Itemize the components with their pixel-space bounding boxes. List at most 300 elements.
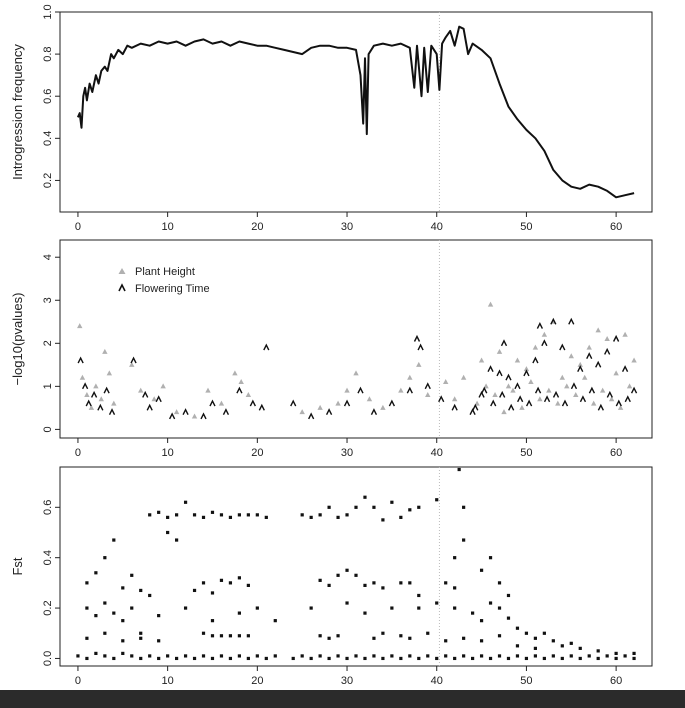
data-point <box>166 654 169 657</box>
data-point <box>202 581 205 584</box>
data-point <box>500 392 505 397</box>
data-point <box>569 319 574 324</box>
data-point <box>238 513 241 516</box>
data-point <box>498 654 501 657</box>
data-point <box>525 632 528 635</box>
data-point <box>238 379 243 384</box>
data-point <box>615 652 618 655</box>
data-point <box>174 409 179 414</box>
data-point <box>569 353 574 358</box>
data-point <box>202 632 205 635</box>
data-point <box>148 513 151 516</box>
data-point <box>595 327 600 332</box>
data-point <box>561 644 564 647</box>
data-point <box>372 581 375 584</box>
data-point <box>211 619 214 622</box>
x-tick-label: 30 <box>340 447 354 459</box>
data-point <box>555 401 560 406</box>
data-point <box>462 654 465 657</box>
data-point <box>408 654 411 657</box>
data-point <box>193 657 196 660</box>
data-point <box>201 414 206 419</box>
data-point <box>519 405 524 410</box>
data-point <box>552 639 555 642</box>
data-point <box>112 657 115 660</box>
data-point <box>480 639 483 642</box>
data-point <box>310 606 313 609</box>
data-point <box>211 657 214 660</box>
data-point <box>247 513 250 516</box>
data-point <box>578 367 583 372</box>
data-point <box>390 654 393 657</box>
data-point <box>98 405 103 410</box>
data-point <box>345 569 348 572</box>
legend-label: Plant Height <box>135 266 195 278</box>
data-point <box>93 383 98 388</box>
data-point <box>399 657 402 660</box>
data-point <box>515 358 520 363</box>
x-tick-label: 0 <box>74 221 82 233</box>
data-point <box>121 652 124 655</box>
data-point <box>462 637 465 640</box>
x-tick-label: 30 <box>340 221 354 233</box>
data-point <box>605 349 610 354</box>
data-point <box>363 584 366 587</box>
data-point <box>220 654 223 657</box>
data-point <box>417 606 420 609</box>
data-point <box>193 589 196 592</box>
data-point <box>229 581 232 584</box>
data-point <box>327 506 330 509</box>
data-point <box>470 410 475 415</box>
data-point <box>335 401 340 406</box>
data-point <box>183 410 188 415</box>
data-point <box>579 647 582 650</box>
data-point <box>492 392 497 397</box>
data-point <box>256 606 259 609</box>
data-point <box>399 516 402 519</box>
data-point <box>299 409 304 414</box>
data-point <box>319 634 322 637</box>
data-point <box>600 388 605 393</box>
data-point <box>607 392 612 397</box>
data-point <box>527 401 532 406</box>
data-point <box>453 657 456 660</box>
panel-1 <box>10 4 652 233</box>
data-point <box>103 556 106 559</box>
data-point <box>301 513 304 516</box>
data-point <box>587 345 592 350</box>
data-point <box>453 606 456 609</box>
data-point <box>528 379 533 384</box>
data-point <box>443 379 448 384</box>
x-tick-label: 40 <box>430 447 443 459</box>
y-tick-label: 1 <box>42 383 54 390</box>
data-point <box>498 581 501 584</box>
data-point <box>439 397 444 402</box>
data-point <box>367 396 372 401</box>
data-point <box>103 601 106 604</box>
x-tick-label: 60 <box>609 447 623 459</box>
data-point <box>444 639 447 642</box>
data-point <box>229 657 232 660</box>
data-point <box>543 657 546 660</box>
data-point <box>488 367 493 372</box>
data-point <box>327 584 330 587</box>
y-tick-label: 0.4 <box>42 550 54 566</box>
data-point <box>139 589 142 592</box>
data-point <box>390 606 393 609</box>
y-tick-label: 2 <box>42 340 54 347</box>
data-point <box>147 405 152 410</box>
y-tick-label: 0.6 <box>42 88 54 104</box>
data-point <box>381 657 384 660</box>
data-point <box>546 388 551 393</box>
data-point <box>479 392 484 397</box>
y-tick-label: 0.2 <box>42 600 54 616</box>
y-tick-label: 0.6 <box>42 499 54 515</box>
data-point <box>259 405 264 410</box>
data-point <box>130 606 133 609</box>
y-axis-label: Fst <box>10 557 25 576</box>
data-point <box>166 531 169 534</box>
data-point <box>417 594 420 597</box>
data-point <box>211 591 214 594</box>
data-point <box>589 388 594 393</box>
data-point <box>426 654 429 657</box>
data-point <box>625 397 630 402</box>
data-point <box>309 414 314 419</box>
data-point <box>211 634 214 637</box>
data-point <box>202 654 205 657</box>
data-point <box>614 337 619 342</box>
y-tick-label: 0.4 <box>42 130 54 146</box>
data-point <box>498 606 501 609</box>
data-point <box>336 574 339 577</box>
data-point <box>250 401 255 406</box>
data-point <box>175 657 178 660</box>
data-point <box>596 362 601 367</box>
data-point <box>506 375 511 380</box>
data-point <box>103 632 106 635</box>
data-point <box>192 413 197 418</box>
data-point <box>247 657 250 660</box>
data-point <box>111 401 116 406</box>
data-point <box>94 614 97 617</box>
data-point <box>444 654 447 657</box>
y-tick-label: 0 <box>42 426 54 433</box>
data-point <box>480 654 483 657</box>
data-point <box>491 401 496 406</box>
data-point <box>418 345 423 350</box>
data-point <box>336 516 339 519</box>
data-point <box>220 579 223 582</box>
data-point <box>407 388 412 393</box>
data-point <box>498 634 501 637</box>
data-point <box>223 410 228 415</box>
data-point <box>238 612 241 615</box>
data-point <box>202 516 205 519</box>
data-point <box>562 401 567 406</box>
data-point <box>354 654 357 657</box>
y-tick-label: 0.2 <box>42 172 54 189</box>
data-point <box>461 375 466 380</box>
data-point <box>327 657 330 660</box>
y-tick-label: 1.0 <box>42 4 54 20</box>
data-point <box>482 388 487 393</box>
data-point <box>417 506 420 509</box>
data-point <box>157 614 160 617</box>
data-point <box>184 654 187 657</box>
data-point <box>139 632 142 635</box>
data-point <box>632 652 635 655</box>
data-point <box>416 362 421 367</box>
data-point <box>518 397 523 402</box>
data-point <box>488 302 493 307</box>
data-point <box>425 384 430 389</box>
data-point <box>358 388 363 393</box>
data-point <box>509 405 514 410</box>
data-point <box>121 586 124 589</box>
data-point <box>345 601 348 604</box>
data-point <box>237 388 242 393</box>
data-point <box>372 637 375 640</box>
data-point <box>160 383 165 388</box>
data-point <box>398 388 403 393</box>
data-point <box>579 657 582 660</box>
data-point <box>229 634 232 637</box>
data-point <box>381 632 384 635</box>
data-point <box>543 632 546 635</box>
data-point <box>94 571 97 574</box>
data-point <box>102 349 107 354</box>
data-point <box>414 337 419 342</box>
data-point <box>458 468 461 471</box>
data-point <box>310 516 313 519</box>
data-point <box>570 642 573 645</box>
x-tick-label: 40 <box>430 221 443 233</box>
data-point <box>507 657 510 660</box>
data-point <box>157 657 160 660</box>
data-point <box>435 657 438 660</box>
x-tick-label: 0 <box>74 447 82 459</box>
data-point <box>238 654 241 657</box>
data-point <box>524 371 529 376</box>
data-point <box>371 410 376 415</box>
data-point <box>193 513 196 516</box>
data-point <box>138 388 143 393</box>
data-point <box>327 637 330 640</box>
data-point <box>110 410 115 415</box>
data-point <box>148 594 151 597</box>
data-point <box>471 612 474 615</box>
data-point <box>170 414 175 419</box>
data-point <box>570 654 573 657</box>
data-point <box>103 654 106 657</box>
data-point <box>582 375 587 380</box>
data-point <box>345 513 348 516</box>
data-point <box>85 637 88 640</box>
data-point <box>534 654 537 657</box>
data-point <box>264 345 269 350</box>
data-point <box>453 586 456 589</box>
data-point <box>613 370 618 375</box>
data-point <box>631 358 636 363</box>
data-point <box>452 396 457 401</box>
data-point <box>76 654 79 657</box>
data-point <box>515 384 520 389</box>
data-point <box>507 617 510 620</box>
y-tick-label: 0.0 <box>42 650 54 667</box>
data-point <box>506 383 511 388</box>
data-point <box>452 405 457 410</box>
data-point <box>426 632 429 635</box>
data-point <box>381 586 384 589</box>
plot-frame <box>60 467 652 666</box>
data-point <box>597 657 600 660</box>
data-point <box>274 654 277 657</box>
data-point <box>246 392 251 397</box>
x-tick-label: 30 <box>340 675 354 687</box>
data-point <box>211 511 214 514</box>
x-tick-label: 10 <box>161 675 174 687</box>
data-point <box>274 619 277 622</box>
data-point <box>632 657 635 660</box>
data-point <box>516 627 519 630</box>
data-point <box>564 383 569 388</box>
series-line <box>78 27 634 198</box>
legend-marker <box>119 268 126 274</box>
data-point <box>408 581 411 584</box>
data-point <box>480 619 483 622</box>
y-axis-label: Introgression frequency <box>10 44 25 180</box>
data-point <box>435 601 438 604</box>
data-point <box>552 654 555 657</box>
data-point <box>554 392 559 397</box>
data-point <box>139 657 142 660</box>
data-point <box>516 644 519 647</box>
data-point <box>112 538 115 541</box>
data-point <box>408 637 411 640</box>
data-point <box>354 506 357 509</box>
data-point <box>310 657 313 660</box>
data-point <box>561 657 564 660</box>
data-point <box>489 657 492 660</box>
data-point <box>327 410 332 415</box>
data-point <box>265 516 268 519</box>
x-tick-label: 20 <box>251 675 264 687</box>
data-point <box>247 584 250 587</box>
data-point <box>121 619 124 622</box>
data-point <box>542 332 547 337</box>
data-point <box>545 397 550 402</box>
data-point <box>354 574 357 577</box>
data-point <box>616 401 621 406</box>
data-point <box>175 538 178 541</box>
data-point <box>131 358 136 363</box>
data-point <box>462 538 465 541</box>
data-point <box>537 396 542 401</box>
data-point <box>157 639 160 642</box>
data-point <box>604 336 609 341</box>
data-point <box>597 649 600 652</box>
data-point <box>507 594 510 597</box>
x-tick-label: 50 <box>520 675 533 687</box>
data-point <box>372 654 375 657</box>
data-point <box>319 654 322 657</box>
data-point <box>256 513 259 516</box>
data-point <box>497 349 502 354</box>
x-tick-label: 20 <box>251 447 264 459</box>
data-point <box>78 358 83 363</box>
data-point <box>77 323 82 328</box>
data-point <box>157 511 160 514</box>
data-point <box>390 501 393 504</box>
data-point <box>107 370 112 375</box>
x-tick-label: 60 <box>609 221 623 233</box>
data-point <box>571 384 576 389</box>
data-point <box>256 654 259 657</box>
data-point <box>417 657 420 660</box>
data-point <box>560 375 565 380</box>
data-point <box>408 508 411 511</box>
data-point <box>92 392 97 397</box>
data-point <box>623 367 628 372</box>
data-point <box>184 606 187 609</box>
data-point <box>536 388 541 393</box>
data-point <box>501 409 506 414</box>
data-point <box>479 358 484 363</box>
data-point <box>534 637 537 640</box>
x-tick-label: 50 <box>520 221 533 233</box>
x-tick-label: 10 <box>161 447 174 459</box>
y-tick-label: 0.8 <box>42 46 54 62</box>
data-point <box>301 654 304 657</box>
data-point <box>489 601 492 604</box>
data-point <box>425 392 430 397</box>
data-point <box>219 401 224 406</box>
x-tick-label: 10 <box>161 221 174 233</box>
data-point <box>580 397 585 402</box>
data-point <box>435 498 438 501</box>
data-point <box>166 516 169 519</box>
data-point <box>372 506 375 509</box>
data-point <box>210 401 215 406</box>
data-point <box>175 513 178 516</box>
data-point <box>606 654 609 657</box>
data-point <box>615 657 618 660</box>
data-point <box>516 654 519 657</box>
data-point <box>533 345 538 350</box>
data-point <box>336 654 339 657</box>
data-point <box>533 358 538 363</box>
data-point <box>85 606 88 609</box>
data-point <box>542 341 547 346</box>
data-point <box>407 375 412 380</box>
data-point <box>292 657 295 660</box>
data-point <box>139 637 142 640</box>
data-point <box>229 516 232 519</box>
data-point <box>598 405 603 410</box>
data-point <box>86 401 91 406</box>
data-point <box>104 388 109 393</box>
data-point <box>537 324 542 329</box>
data-point <box>121 639 124 642</box>
y-tick-label: 3 <box>42 297 54 304</box>
data-point <box>381 518 384 521</box>
data-point <box>534 647 537 650</box>
data-point <box>622 332 627 337</box>
